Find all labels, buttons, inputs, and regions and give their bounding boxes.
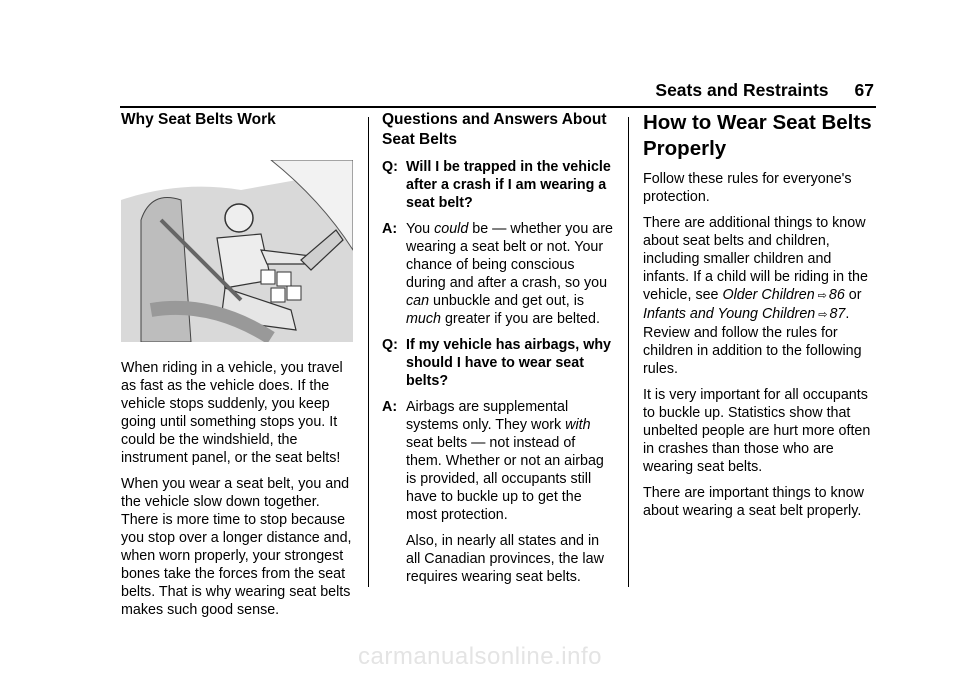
answer-paragraph: Also, in nearly all states and in all Canadian provinces, the law requires wearing seat belts.: [406, 533, 604, 585]
column-2: [382, 110, 614, 594]
crash-test-illustration: [121, 160, 353, 342]
paragraph: When riding in a vehicle, you travel as fast as the vehicle does. If the vehicle stops suddenly, you keep going until something stops you. It could be the windshield, the instrument panel, or the seat belts!: [121, 360, 343, 466]
question-1: [382, 158, 614, 212]
question-text: If my vehicle has airbags, why should I have to wear seat belts?: [406, 337, 612, 389]
paragraph: There are important things to know about wearing a seat belt properly.: [643, 485, 864, 519]
answer-label: A:: [382, 399, 398, 415]
header-rule: [120, 106, 876, 108]
column-divider: [368, 117, 369, 587]
answer-1: [382, 220, 614, 328]
heading-how-to-wear-seat-belts: How to Wear Seat Belts Properly: [643, 111, 872, 160]
answer-text: Airbags are supplemental systems only. They work with seat belts — not instead of them. Whether or not an airbag is provided, all occupants still have to buckle up to get the most protection. Also, in nearly all states and in all Canadian provinces, the law requires wearing seat belts.: [406, 398, 614, 586]
paragraph: Follow these rules for everyone's protection.: [643, 171, 852, 205]
page-number: 67: [854, 80, 874, 100]
column-1: [121, 110, 353, 627]
page-ref-arrow-icon: ⇨: [817, 290, 827, 302]
section-title: Seats and Restraints: [655, 80, 829, 100]
heading-why-seat-belts-work: Why Seat Belts Work: [121, 111, 276, 128]
link-infants-young-children[interactable]: Infants and Young Children: [643, 306, 816, 322]
question-label: Q:: [382, 337, 398, 353]
watermark: carmanualsonline.info: [358, 643, 602, 670]
answer-label: A:: [382, 221, 398, 237]
paragraph: It is very important for all occupants to buckle up. Statistics show that unbelted people are hurt more often in crashes than those who are wearing seat belts.: [643, 387, 871, 475]
link-older-children[interactable]: Older Children: [722, 287, 815, 303]
page-ref[interactable]: 86: [828, 287, 845, 303]
page-ref-arrow-icon: ⇨: [818, 309, 828, 321]
answer-text: You could be — whether you are wearing a seat belt or not. Your chance of being conscious during and after a crash, so you can unbuckle and get out, is much greater if you are belted.: [406, 221, 613, 327]
answer-2: [382, 398, 614, 586]
question-label: Q:: [382, 159, 398, 175]
page-ref[interactable]: 87: [829, 306, 846, 322]
heading-questions-and-answers: Questions and Answers About Seat Belts: [382, 111, 607, 148]
question-2: [382, 336, 614, 390]
column-3: [643, 110, 875, 528]
paragraph: When you wear a seat belt, you and the vehicle slow down together. There is more time to stop because you stop over a longer distance and, when worn properly, your strongest bones take the forces from the seat belts. That is why wearing seat belts makes such good sense.: [121, 476, 352, 618]
paragraph: There are additional things to know about seat belts and children, including smaller children and infants. If a child will be riding in the vehicle, see Older Children ⇨ 86 or Infants and Young Children ⇨ 87. Review and follow the rules for children in addition to the following rules.: [643, 215, 868, 377]
column-divider: [628, 117, 629, 587]
question-text: Will I be trapped in the vehicle after a crash if I am wearing a seat belt?: [406, 159, 611, 211]
page-header: [0, 80, 874, 101]
